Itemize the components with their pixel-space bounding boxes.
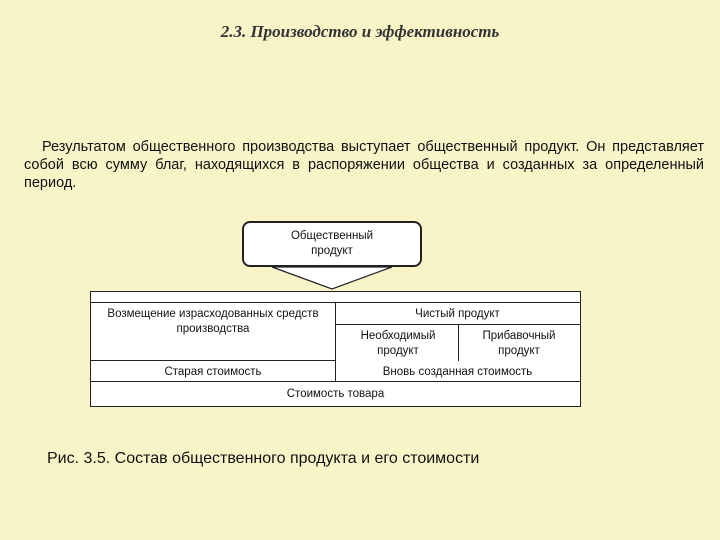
slide-title: 2.3. Производство и эффективность <box>220 22 500 41</box>
divider <box>91 381 580 382</box>
social-product-box <box>242 221 422 267</box>
net-product-cell: Чистый продукт <box>415 308 500 320</box>
goods-value-cell: Стоимость товара <box>286 388 385 400</box>
new-value-cell: Вновь созданная стоимость <box>382 366 533 378</box>
intro-paragraph <box>24 138 704 192</box>
divider <box>91 360 335 361</box>
intro-text: Результатом общественного производства выступает общественный продукт. Он представляет собой всю сумму благ, находящихся в распоряжении общества и созданных за определенный период. <box>24 139 704 191</box>
old-value-cell: Старая стоимость <box>164 366 262 378</box>
replacement-cell: Возмещение израсходованных средств производства <box>107 308 319 335</box>
necessary-product-cell: Необходимый продукт <box>360 330 436 357</box>
divider <box>458 324 459 361</box>
figure-caption: Рис. 3.5. Состав общественного продукта и его стоимости <box>47 450 480 467</box>
surplus-product-cell: Прибавочный продукт <box>482 330 556 357</box>
down-arrow-icon <box>270 266 394 290</box>
divider <box>335 324 580 325</box>
social-product-label: Общественный продукт <box>290 230 374 257</box>
product-structure-table <box>90 291 581 407</box>
divider <box>335 302 336 381</box>
